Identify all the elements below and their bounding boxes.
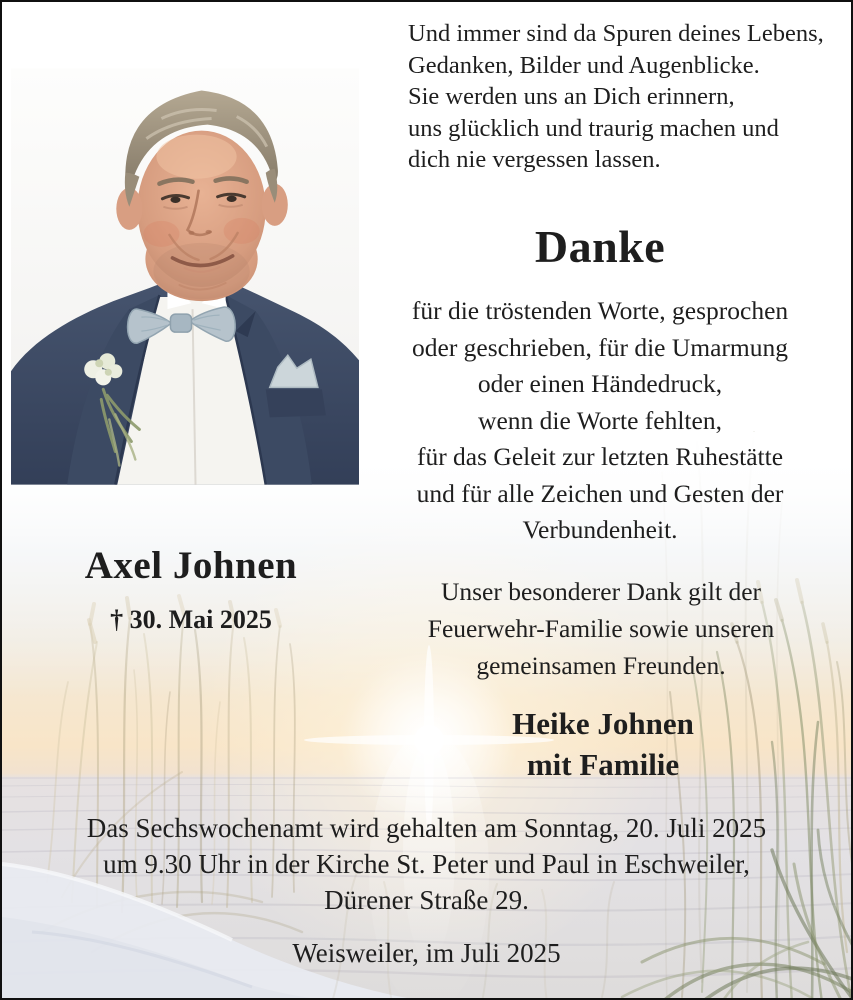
- thanks-line: für das Geleit zur letzten Ruhestätte: [416, 442, 784, 471]
- closing-place-date: Weisweiler, im Juli 2025: [292, 938, 561, 968]
- thanks-line: oder einen Händedruck,: [477, 369, 723, 398]
- portrait-photo: [11, 68, 359, 485]
- family-signature: [388, 703, 818, 785]
- signature-line: mit Familie: [526, 747, 680, 782]
- poem-line: Sie werden uns an Dich erinnern,: [408, 83, 735, 110]
- thanks-line: für die tröstenden Worte, gesprochen: [411, 296, 789, 325]
- deceased-name: Axel Johnen: [84, 544, 298, 587]
- death-date: † 30. Mai 2025: [110, 605, 272, 634]
- special-thanks-text: [368, 573, 834, 684]
- special-thanks-line: gemeinsamen Freunden.: [476, 651, 726, 680]
- special-thanks-line: Feuerwehr-Familie sowie unseren: [427, 614, 775, 643]
- poem-line: dich nie vergessen lassen.: [408, 146, 661, 173]
- thanks-line: oder geschrieben, für die Umarmung: [412, 332, 788, 362]
- poem-line: uns glücklich und traurig machen und: [408, 114, 779, 142]
- thanks-line: wenn die Worte fehlten,: [478, 405, 722, 435]
- service-line: Dürener Straße 29.: [324, 885, 529, 915]
- signature-line: Heike Johnen: [512, 706, 694, 741]
- thanks-line: und für alle Zeichen und Gesten der: [416, 478, 784, 508]
- thanks-text: [368, 293, 832, 549]
- service-line: Das Sechswochenamt wird gehalten am Sonntag, 20. Juli 2025: [86, 813, 767, 843]
- poem-line: Gedanken, Bilder und Augenblicke.: [408, 51, 760, 79]
- deceased-block: [30, 543, 352, 635]
- service-line: um 9.30 Uhr in der Kirche St. Peter und Paul in Eschweiler,: [103, 849, 750, 879]
- thanks-line: Verbundenheit.: [522, 515, 678, 544]
- memorial-poem: [408, 18, 850, 176]
- special-thanks-line: Unser besonderer Dank gilt der: [440, 577, 762, 606]
- poem-line: Und immer sind da Spuren deines Lebens,: [408, 20, 824, 47]
- service-announcement: [4, 810, 849, 918]
- danke-heading: Danke: [534, 221, 666, 272]
